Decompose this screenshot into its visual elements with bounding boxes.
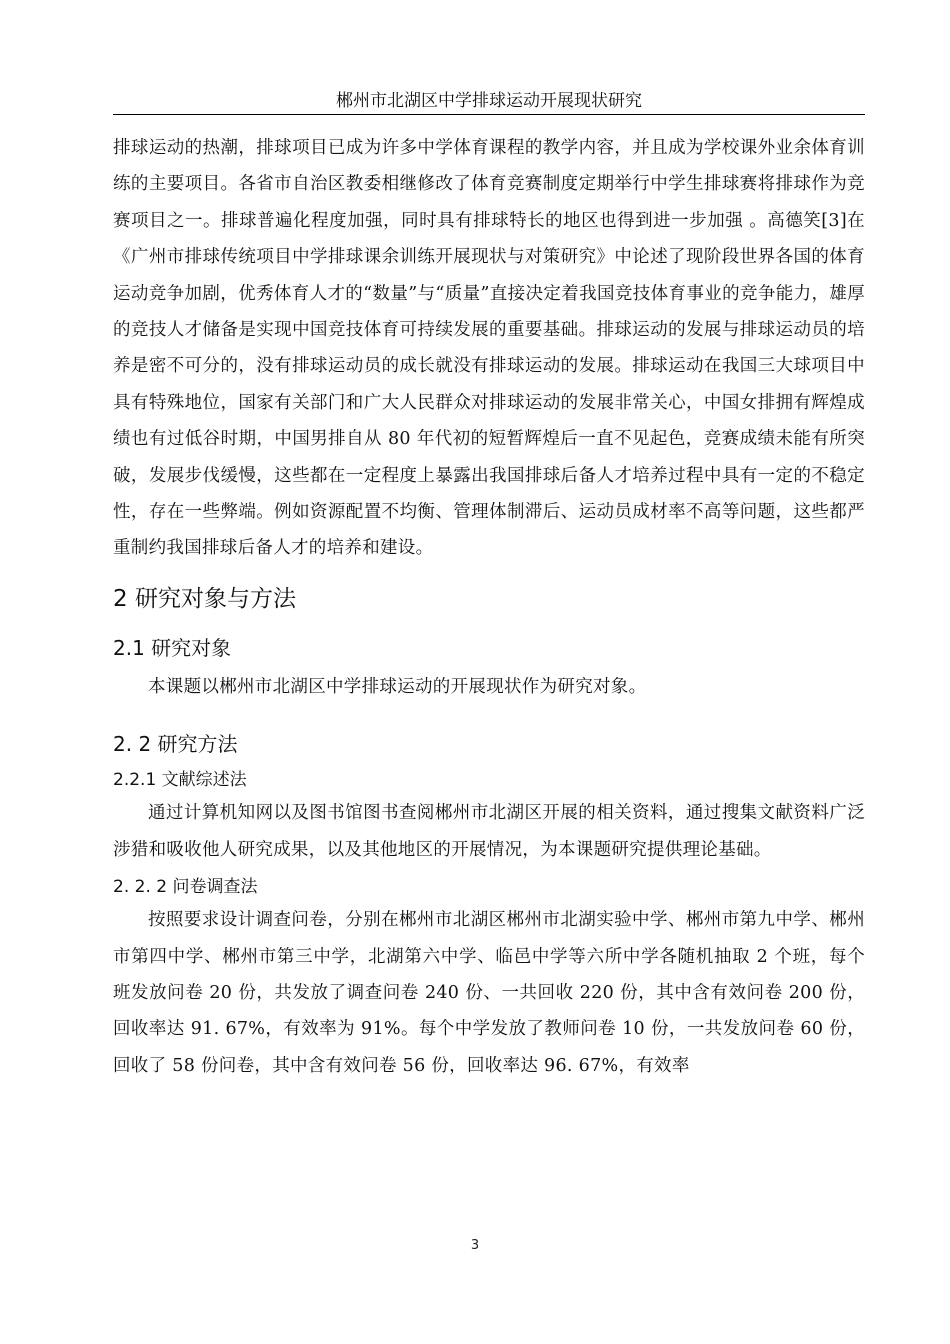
section-2-2-1-paragraph: 通过计算机知网以及图书馆图书查阅郴州市北湖区开展的相关资料，通过搜集文献资料广泛涉猎和吸收他人研究成果，以及其他地区的开展情况，为本课题研究提供理论基础。 xyxy=(113,803,865,860)
section-2-2-2-heading: 2. 2. 2 问卷调查法 xyxy=(113,877,258,898)
section-2-1-heading: 2.1 研究对象 xyxy=(113,635,232,660)
header-divider xyxy=(113,114,865,115)
running-header-title: 郴州市北湖区中学排球运动开展现状研究 xyxy=(336,91,642,111)
intro-paragraph: 排球运动的热潮，排球项目已成为许多中学体育课程的教学内容，并且成为学校课外业余体育训练的主要项目。各省市自治区教委相继修改了体育竞赛制度定期举行中学生排球赛将排球作为竞赛项目之一。排球普遍化程度加强，同时具有排球特长的地区也得到进一步加强 。高德笑[3]在《广州市排球传统项目中学排球课余训练开展现状与对策研究》中论述了现阶段世界各国的体育运动竞争加剧，优秀体育人才的“数量”与“质量”直接决定着我国竞技体育事业的竞争能力，雄厚的竞技人才储备是实现中国竞技体育可持续发展的重要基础。排球运动的发展与排球运动员的培养是密不可分的，没有排球运动员的成长就没有排球运动的发展。排球运动在我国三大球项目中具有特殊地位，国家有关部门和广大人民群众对排球运动的发展非常关心，中国女排拥有辉煌成绩也有过低谷时期，中国男排自从 80 年代初的短暂辉煌后一直不见起色，竞赛成绩未能有所突破，发展步伐缓慢，这些都在一定程度上暴露出我国排球后备人才培养过程中具有一定的不稳定性，存在一些弊端。例如资源配置不均衡、管理体制滞后、运动员成材率不高等问题，这些都严重制约我国排球后备人才的培养和建设。 xyxy=(113,138,865,559)
section-2-heading: 2 研究对象与方法 xyxy=(113,585,296,612)
section-2-2-heading: 2. 2 研究方法 xyxy=(113,732,238,757)
section-2-2-2-paragraph: 按照要求设计调查问卷，分别在郴州市北湖区郴州市北湖实验中学、郴州市第九中学、郴州市第四中学、郴州市第三中学，北湖第六中学、临邑中学等六所中学各随机抽取 2 个班，每个班发放问卷 20 份，共发放了调查问卷 240 份、一共回收 220 份，其中含有效问卷 200 份，回收率达 91. 67%，有效率为 91%。每个中学发放了教师问卷 10 份，一共发放问卷 60 份，回收了 58 份问卷，其中含有效问卷 56 份，回收率达 96. 67%，有效率 xyxy=(113,910,865,1076)
section-2-1-paragraph: 本课题以郴州市北湖区中学排球运动的开展现状作为研究对象。 xyxy=(148,676,647,697)
page-number: 3 xyxy=(470,1238,480,1253)
section-2-2-1-heading: 2.2.1 文献综述法 xyxy=(113,770,247,791)
page-content xyxy=(113,130,865,1084)
